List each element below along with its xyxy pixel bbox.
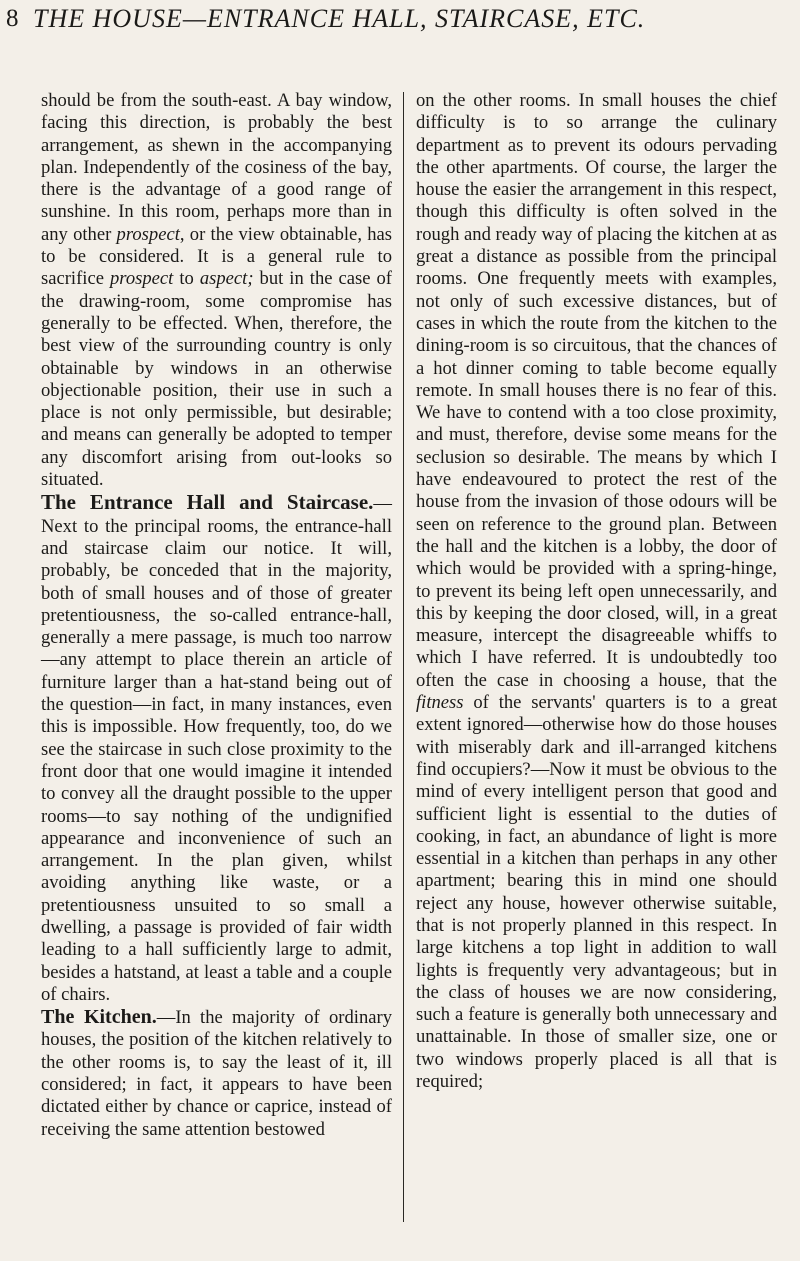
text-run: should be from the south-east. A bay window, facing this direction, is probably the best arrangement, as shewn in the accompanying plan. Independently of the cosiness of the bay, there is the advantage of a good range of sunshine. In this room, perhaps more than in any other	[41, 90, 392, 245]
column-divider	[403, 92, 404, 1222]
emphasis-aspect: aspect;	[199, 268, 254, 290]
left-column	[41, 90, 392, 1141]
section-entrance-hall	[41, 491, 392, 1006]
text-run: but in the case of the drawing-room, some compromise has generally to be effected. When, therefore, the best view of the surrounding country is only obtainable by windows in an otherwise objectionable position, their use in such a place is not only permissible, but desirable; and means can generally be adopted to temper any discomfort arising from out-looks so situated.	[41, 268, 392, 491]
text-run: to	[173, 268, 200, 290]
running-head: THE HOUSE—ENTRANCE HALL, STAIRCASE, ETC.	[33, 4, 646, 33]
section-kitchen	[41, 1006, 392, 1141]
emphasis-prospect: prospect	[109, 268, 174, 290]
emphasis-prospect: prospect	[116, 223, 180, 245]
text-run: on the other rooms. In small houses the chief difficulty is to so arrange the culinary department as to prevent its odours pervading the other apartments. Of course, the larger the house the easier the arrangement in this respect, though this difficulty is often solved in the rough and ready way of placing the kitchen at as great a distance as possible from the principal rooms. One frequently meets with examples, not only of such excessive distances, but of cases in which the route from the kitchen to the dining-room is so circuitous, that the chances of a hot dinner coming to table become equally remote. In small houses there is no fear of this. We have to contend with a too close proximity, and must, therefore, devise some means for the seclusion so desirable. The means by which I have endeavoured to protect the rest of the house from the invasion of those odours will be seen on reference to the ground plan. Between the hall and the kitchen is a lobby, the door of which would be provided with a spring-hinge, to prevent its being left open unnecessarily, and this by keeping the door closed, will, in a great measure, intercept the disagreeable whiffs to which I have referred. It is undoubtedly too often the case in choosing a house, that the	[416, 90, 777, 691]
right-column	[416, 90, 777, 1093]
section-heading: The Entrance Hall and Staircase.	[41, 490, 374, 515]
text-run: of the servants' quarters is to a great extent ignored—otherwise how do those houses with miserably dark and ill-arranged kitchens find occupiers?—Now it must be obvious to the mind of every intelligent person that good and sufficient light is essential to the duties of cooking, in fact, an abundance of light is more essential in a kitchen than perhaps in any other apartment; bearing this in mind one should reject any house, however otherwise suitable, that is not properly planned in this respect. In large kitchens a top light in addition to wall lights is frequently very advantageous; but in the class of houses we are now considering, such a feature is generally both unnecessary and unattainable. In those of smaller size, one or two windows properly placed is all that is required;	[416, 692, 777, 1093]
text-run: , or the view obtainable, has to be considered. It is a general rule to sacrifice	[41, 223, 392, 290]
page-number: 8	[6, 5, 19, 32]
left-paragraph	[41, 90, 392, 491]
section-heading: The Kitchen.	[41, 1006, 157, 1029]
right-paragraph	[416, 90, 777, 1093]
section-text: —Next to the principal rooms, the entrance-hall and staircase claim our notice. It will, probably, be conceded that in the majority, both of small houses and of those of greater pretentiousness, the so-called entrance-hall, generally a mere passage, is much too narrow—any attempt to place therein an article of furniture larger than a hat-stand being out of the question—in fact, in many instances, even this is impossible. How frequently, too, do we see the staircase in such close proximity to the front door that one would imagine it intended to convey all the draught possible to the upper rooms—to say nothing of the undignified appearance and inconvenience of such an arrangement. In the plan given, whilst avoiding anything like waste, or a pretentiousness unsuited to so small a dwelling, a passage is provided of fair width leading to a hall sufficiently large to admit, besides a hatstand, at least a table and a couple of chairs.	[41, 493, 392, 1005]
section-text: —In the majority of ordinary houses, the position of the kitchen relatively to the other rooms is, to say the least of it, ill considered; in fact, it appears to have been dictated either by chance or caprice, instead of receiving the same attention bestowed	[41, 1007, 392, 1140]
emphasis-fitness: fitness	[416, 692, 464, 714]
